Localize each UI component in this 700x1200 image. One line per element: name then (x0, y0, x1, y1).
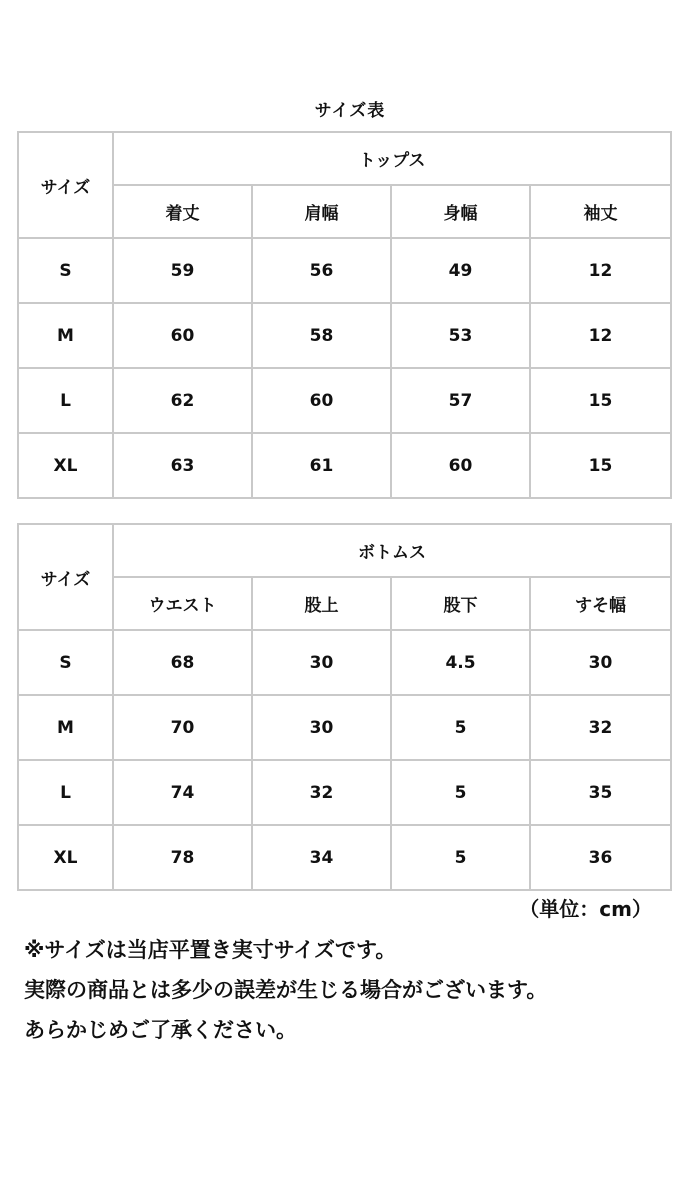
value-cell: 5 (391, 825, 530, 890)
group-header: トップス (113, 132, 671, 185)
value-cell: 30 (252, 695, 391, 760)
value-cell: 62 (113, 368, 252, 433)
value-cell: 57 (391, 368, 530, 433)
value-cell: 60 (391, 433, 530, 498)
value-cell: 12 (530, 238, 671, 303)
size-cell: L (18, 368, 113, 433)
size-cell: M (18, 303, 113, 368)
note-line: 実際の商品とは多少の誤差が生じる場合がございます。 (24, 978, 548, 1002)
value-cell: 56 (252, 238, 391, 303)
table-row (18, 825, 671, 890)
size-cell: M (18, 695, 113, 760)
value-cell: 53 (391, 303, 530, 368)
value-cell: 30 (530, 630, 671, 695)
table-row (18, 368, 671, 433)
size-cell: XL (18, 433, 113, 498)
value-cell: 60 (113, 303, 252, 368)
value-cell: 74 (113, 760, 252, 825)
column-header: すそ幅 (530, 577, 671, 630)
value-cell: 35 (530, 760, 671, 825)
value-cell: 34 (252, 825, 391, 890)
size-header: サイズ (18, 132, 113, 238)
table-row (18, 760, 671, 825)
table-row (18, 695, 671, 760)
value-cell: 58 (252, 303, 391, 368)
value-cell: 5 (391, 760, 530, 825)
value-cell: 32 (252, 760, 391, 825)
value-cell: 68 (113, 630, 252, 695)
table-row (18, 303, 671, 368)
page-title: サイズ表 (314, 101, 386, 121)
column-header: 肩幅 (252, 185, 391, 238)
value-cell: 15 (530, 433, 671, 498)
value-cell: 59 (113, 238, 252, 303)
notes-block (24, 930, 547, 1050)
column-header: ウエスト (113, 577, 252, 630)
column-header: 股下 (391, 577, 530, 630)
size-cell: S (18, 238, 113, 303)
group-header: ボトムス (113, 524, 671, 577)
table-row (18, 238, 671, 303)
column-header: 着丈 (113, 185, 252, 238)
value-cell: 70 (113, 695, 252, 760)
value-cell: 4.5 (391, 630, 530, 695)
value-cell: 15 (530, 368, 671, 433)
table-row (18, 433, 671, 498)
bottoms-size-table (17, 523, 672, 891)
size-header: サイズ (18, 524, 113, 630)
column-header: 股上 (252, 577, 391, 630)
value-cell: 60 (252, 368, 391, 433)
value-cell: 36 (530, 825, 671, 890)
unit-note: （単位：cm） (519, 897, 652, 921)
value-cell: 30 (252, 630, 391, 695)
size-cell: XL (18, 825, 113, 890)
table-row (18, 630, 671, 695)
value-cell: 5 (391, 695, 530, 760)
note-line: ※サイズは当店平置き実寸サイズです。 (24, 938, 397, 962)
size-cell: L (18, 760, 113, 825)
tops-size-table (17, 131, 672, 499)
value-cell: 49 (391, 238, 530, 303)
value-cell: 12 (530, 303, 671, 368)
value-cell: 78 (113, 825, 252, 890)
value-cell: 63 (113, 433, 252, 498)
size-cell: S (18, 630, 113, 695)
value-cell: 61 (252, 433, 391, 498)
column-header: 身幅 (391, 185, 530, 238)
value-cell: 32 (530, 695, 671, 760)
column-header: 袖丈 (530, 185, 671, 238)
note-line: あらかじめご了承ください。 (24, 1018, 297, 1042)
